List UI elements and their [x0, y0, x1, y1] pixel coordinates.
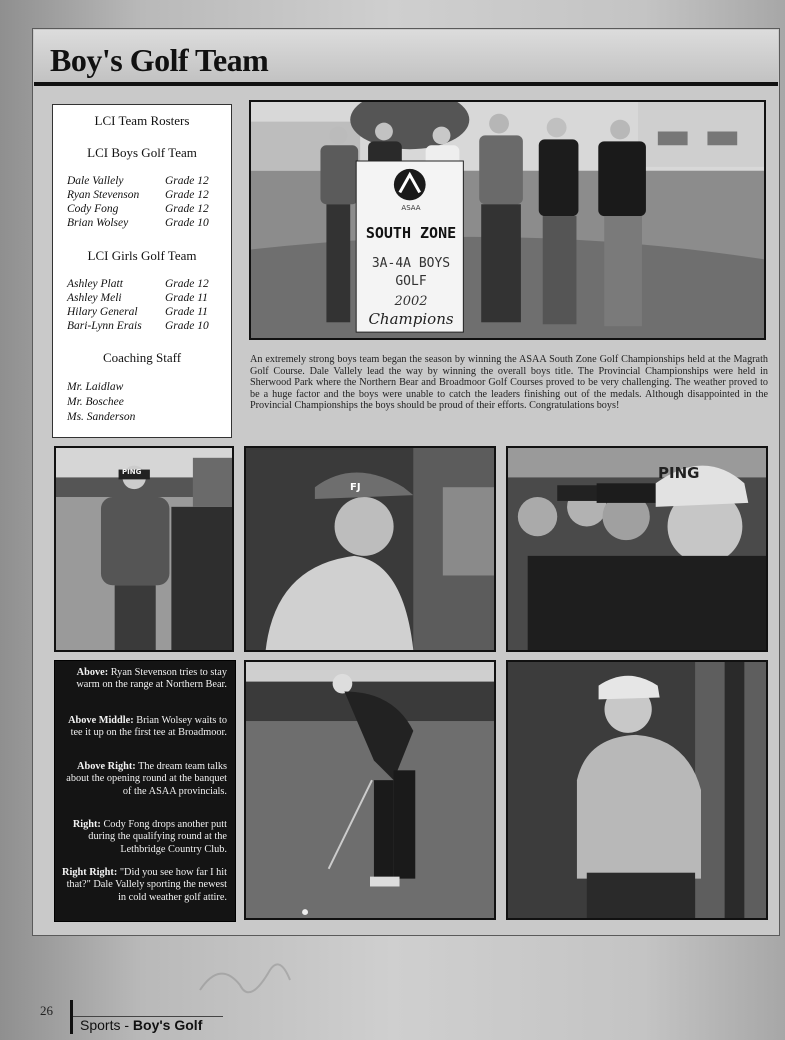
- page-number: 26: [40, 1003, 53, 1018]
- roster-row: [67, 320, 227, 334]
- player-name: Ashley Meli: [67, 292, 122, 304]
- caption-label: Above:: [76, 667, 109, 678]
- roster-row: [67, 292, 227, 306]
- coach-name: Mr. Laidlaw: [67, 381, 124, 393]
- banner-logo-text: ASAA: [401, 204, 421, 212]
- team-photo-image: [251, 102, 764, 338]
- coach-name: Ms. Sanderson: [67, 411, 136, 423]
- cap-brand-text-2: PING: [658, 464, 700, 482]
- caption: [61, 761, 227, 798]
- banner-line-1: SOUTH ZONE: [365, 224, 457, 242]
- photo-ryan-stevenson: [54, 446, 234, 652]
- coaching-staff-heading: Coaching Staff: [102, 350, 182, 365]
- caption: [61, 867, 227, 904]
- caption-text: Brian Wolsey waits to tee it up on the first tee at Broadmoor.: [70, 715, 227, 739]
- banner-line-5: Champions: [368, 310, 454, 328]
- player-grade: Grade 12: [165, 189, 209, 201]
- player-grade: Grade 10: [165, 320, 209, 332]
- roster-row: [67, 306, 227, 320]
- caption-text: "Did you see how far I hit that?" Dale Vallely sporting the newest in cold weather golf attire.: [66, 867, 227, 903]
- section-label: [80, 1017, 202, 1033]
- roster-row: [67, 278, 227, 292]
- player-grade: Grade 12: [165, 175, 209, 187]
- roster-row: [67, 203, 227, 217]
- player-name: Ryan Stevenson: [67, 189, 140, 201]
- player-name: Cody Fong: [67, 203, 119, 215]
- cap-brand-text: PING: [122, 468, 142, 476]
- photo-cody-fong: [244, 660, 496, 920]
- photo-tee-image: [246, 448, 494, 650]
- photo-dale-vallely: [506, 660, 768, 920]
- footer-divider: [70, 1000, 73, 1034]
- caption-text: The dream team talks about the opening round at the banquet of the ASAA provincials.: [66, 761, 227, 797]
- banner-line-2: 3A-4A BOYS: [371, 256, 451, 271]
- caption-label: Above Right:: [77, 761, 136, 772]
- player-name: Brian Wolsey: [67, 217, 129, 229]
- signature-watermark: [190, 950, 300, 1020]
- player-name: Bari-Lynn Erais: [67, 320, 142, 332]
- player-grade: Grade 11: [165, 292, 208, 304]
- photo-putt-image: [246, 662, 494, 918]
- caption-box: [54, 660, 236, 922]
- caption-text: Ryan Stevenson tries to stay warm on the range at Northern Bear.: [76, 667, 227, 691]
- banner-line-3: GOLF: [395, 274, 427, 289]
- caption: [61, 667, 227, 692]
- player-name: Hilary General: [67, 306, 138, 318]
- player-grade: Grade 10: [165, 217, 209, 229]
- section-name: Boy's Golf: [132, 1017, 203, 1033]
- photo-dream-team: [506, 446, 768, 652]
- player-grade: Grade 12: [165, 278, 209, 290]
- photo-banquet-image: [508, 448, 766, 650]
- caption-label: Right:: [72, 819, 101, 830]
- caption-label: Right Right:: [62, 867, 118, 878]
- caption-text: Cody Fong drops another putt during the qualifying round at the Lethbridge Country Club.: [88, 819, 227, 855]
- photo-range-image: [56, 448, 232, 650]
- section-prefix: Sports -: [80, 1017, 133, 1033]
- photo-cold-weather-image: [508, 662, 766, 918]
- player-grade: Grade 11: [165, 306, 208, 318]
- roster-box: [52, 104, 232, 438]
- coach-name: Mr. Boschee: [67, 396, 124, 408]
- roster-row: [67, 217, 227, 231]
- girls-team-heading: LCI Girls Golf Team: [87, 248, 197, 263]
- title-bar: [34, 30, 778, 86]
- player-grade: Grade 12: [165, 203, 209, 215]
- team-photo: [249, 100, 766, 340]
- roster-row: [67, 175, 227, 189]
- boys-team-heading: LCI Boys Golf Team: [87, 145, 197, 160]
- player-name: Dale Vallely: [67, 175, 124, 187]
- roster-row: [67, 189, 227, 203]
- cap-logo-text: FJ: [350, 482, 361, 493]
- caption: [61, 715, 227, 740]
- article-text: An extremely strong boys team began the season by winning the ASAA South Zone Golf Championships held at the Magrath Golf Course. Dale Vallely lead the way by winning the overall boys title. The Provincial Championships were held in Sherwood Park where the Northern Bear and Broadmoor Golf Courses proved to be very challenging. The weather proved to be a huge factor and the boys were unable to catch the leaders finishing out of the medals. Although disappointed in the Provincial Championships the boys should be proud of their efforts. Congratulations boys!: [250, 354, 768, 412]
- banner-line-4: 2002: [394, 294, 428, 309]
- player-name: Ashley Platt: [67, 278, 123, 290]
- caption: [61, 819, 227, 856]
- photo-brian-wolsey: [244, 446, 496, 652]
- caption-label: Above Middle:: [68, 715, 134, 726]
- page-title: Boy's Golf Team: [50, 42, 269, 78]
- rosters-heading: LCI Team Rosters: [94, 113, 190, 128]
